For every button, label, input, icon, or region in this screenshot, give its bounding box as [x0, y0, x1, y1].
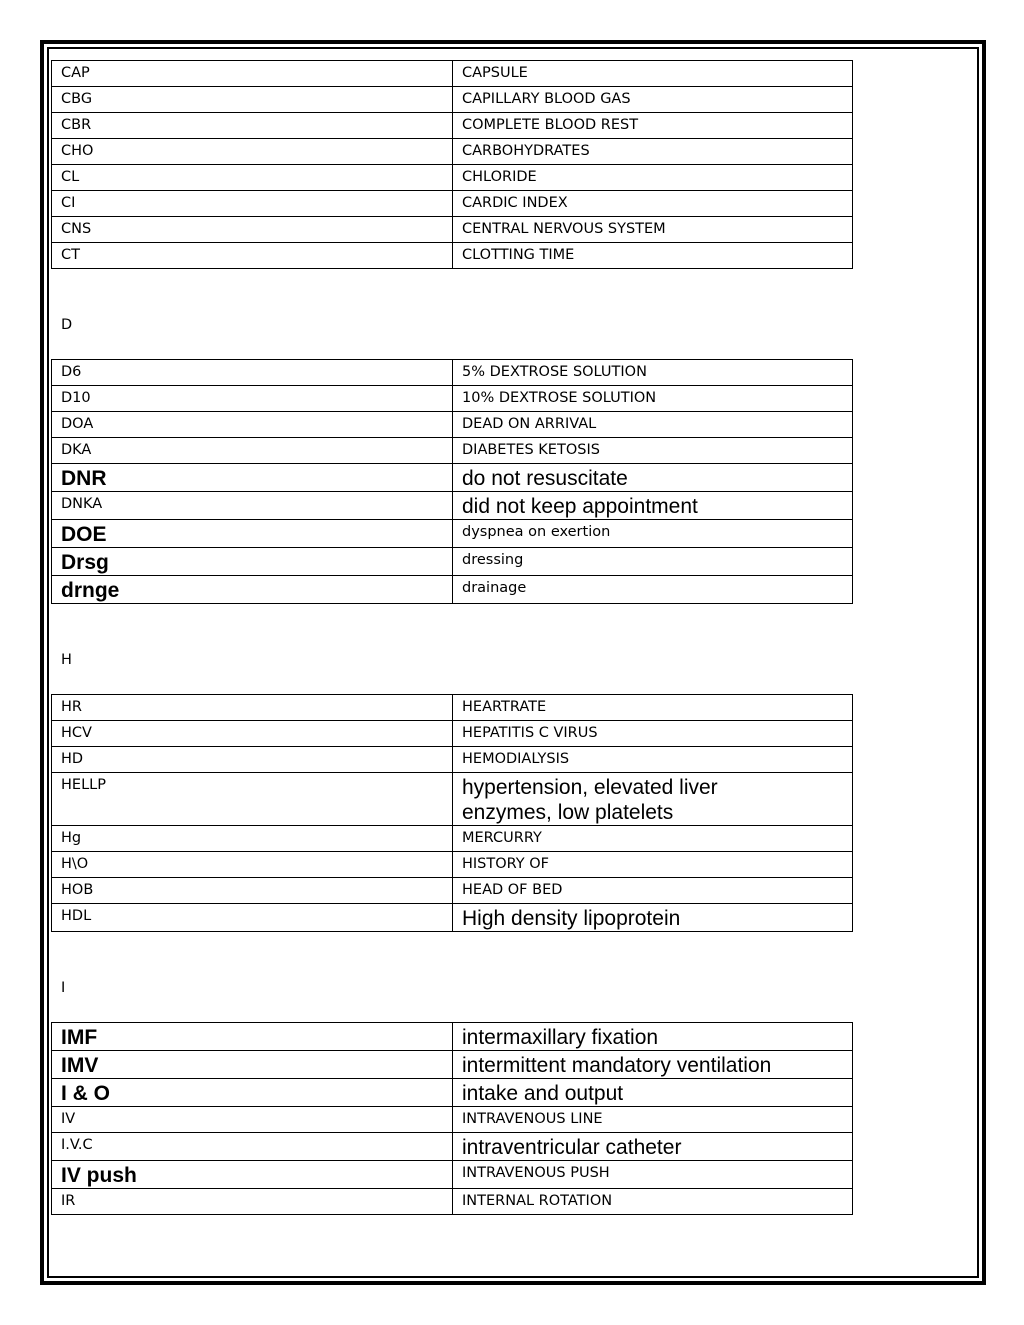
abbr-cell: DNKA — [52, 492, 453, 520]
abbr-cell: Drsg — [52, 548, 453, 576]
abbr-cell: DOA — [52, 412, 453, 438]
meaning-cell: INTRAVENOUS LINE — [453, 1107, 853, 1133]
meaning-cell: DIABETES KETOSIS — [453, 438, 853, 464]
table-row — [52, 360, 853, 386]
table-row — [52, 1133, 853, 1161]
meaning-cell: High density lipoprotein — [453, 904, 853, 932]
abbr-cell: HD — [52, 747, 453, 773]
abbr-cell: CT — [52, 243, 453, 269]
meaning-cell: did not keep appointment — [453, 492, 853, 520]
abbr-cell: H\O — [52, 852, 453, 878]
abbreviation-sheet — [51, 60, 853, 1215]
table-row — [52, 747, 853, 773]
abbr-cell: IV — [52, 1107, 453, 1133]
abbr-cell: HELLP — [52, 773, 453, 826]
abbreviations-table-h — [51, 694, 853, 932]
abbr-cell: CI — [52, 191, 453, 217]
meaning-cell: 5% DEXTROSE SOLUTION — [453, 360, 853, 386]
table-row — [52, 464, 853, 492]
meaning-cell: CENTRAL NERVOUS SYSTEM — [453, 217, 853, 243]
table-row — [52, 217, 853, 243]
meaning-cell: hypertension, elevated liver enzymes, low platelets — [453, 773, 853, 826]
table-row — [52, 61, 853, 87]
meaning-cell: intermittent mandatory ventilation — [453, 1051, 853, 1079]
abbr-cell: DKA — [52, 438, 453, 464]
abbreviations-table-c — [51, 60, 853, 269]
table-row — [52, 852, 853, 878]
abbr-cell: Hg — [52, 826, 453, 852]
table-row — [52, 1023, 853, 1051]
meaning-cell: do not resuscitate — [453, 464, 853, 492]
meaning-cell: intraventricular catheter — [453, 1133, 853, 1161]
abbr-cell: D10 — [52, 386, 453, 412]
table-row — [52, 576, 853, 604]
meaning-cell: HEARTRATE — [453, 695, 853, 721]
abbr-cell: IMF — [52, 1023, 453, 1051]
abbr-cell: drnge — [52, 576, 453, 604]
table-row — [52, 412, 853, 438]
meaning-cell: dressing — [453, 548, 853, 576]
table-row — [52, 87, 853, 113]
meaning-cell: 10% DEXTROSE SOLUTION — [453, 386, 853, 412]
meaning-cell: CARBOHYDRATES — [453, 139, 853, 165]
table-row — [52, 878, 853, 904]
abbr-cell: HR — [52, 695, 453, 721]
table-row — [52, 904, 853, 932]
table-row — [52, 826, 853, 852]
table-row — [52, 548, 853, 576]
meaning-cell: HEPATITIS C VIRUS — [453, 721, 853, 747]
abbr-cell: DOE — [52, 520, 453, 548]
table-row — [52, 386, 853, 412]
meaning-cell: intake and output — [453, 1079, 853, 1107]
abbreviations-table-i — [51, 1022, 853, 1215]
table-row — [52, 695, 853, 721]
meaning-cell: CAPSULE — [453, 61, 853, 87]
meaning-cell: INTRAVENOUS PUSH — [453, 1161, 853, 1189]
table-row — [52, 492, 853, 520]
abbr-cell: CBR — [52, 113, 453, 139]
meaning-cell: CHLORIDE — [453, 165, 853, 191]
meaning-cell: COMPLETE BLOOD REST — [453, 113, 853, 139]
meaning-cell: CARDIC INDEX — [453, 191, 853, 217]
meaning-cell: CAPILLARY BLOOD GAS — [453, 87, 853, 113]
table-row — [52, 1161, 853, 1189]
abbr-cell: HOB — [52, 878, 453, 904]
table-row — [52, 165, 853, 191]
meaning-cell: drainage — [453, 576, 853, 604]
abbr-cell: HCV — [52, 721, 453, 747]
table-row — [52, 113, 853, 139]
section-heading-h: H — [61, 652, 72, 668]
abbr-cell: CHO — [52, 139, 453, 165]
table-row — [52, 243, 853, 269]
abbr-cell: IMV — [52, 1051, 453, 1079]
meaning-cell: INTERNAL ROTATION — [453, 1189, 853, 1215]
section-heading-i: I — [61, 980, 66, 996]
table-row — [52, 1189, 853, 1215]
abbr-cell: CBG — [52, 87, 453, 113]
table-row — [52, 721, 853, 747]
table-row — [52, 191, 853, 217]
abbr-cell: CNS — [52, 217, 453, 243]
abbr-cell: HDL — [52, 904, 453, 932]
abbr-cell: D6 — [52, 360, 453, 386]
table-row — [52, 1107, 853, 1133]
abbr-cell: CAP — [52, 61, 453, 87]
meaning-cell: DEAD ON ARRIVAL — [453, 412, 853, 438]
abbr-cell: DNR — [52, 464, 453, 492]
abbr-cell: I & O — [52, 1079, 453, 1107]
meaning-cell: HISTORY OF — [453, 852, 853, 878]
abbr-cell: IR — [52, 1189, 453, 1215]
meaning-cell: HEAD OF BED — [453, 878, 853, 904]
abbreviations-table-d — [51, 359, 853, 604]
meaning-cell: dyspnea on exertion — [453, 520, 853, 548]
meaning-cell: HEMODIALYSIS — [453, 747, 853, 773]
abbr-cell: IV push — [52, 1161, 453, 1189]
table-row — [52, 438, 853, 464]
abbr-cell: I.V.C — [52, 1133, 453, 1161]
table-row — [52, 1079, 853, 1107]
table-row — [52, 520, 853, 548]
section-heading-d: D — [61, 317, 73, 333]
meaning-cell: intermaxillary fixation — [453, 1023, 853, 1051]
meaning-cell: CLOTTING TIME — [453, 243, 853, 269]
table-row — [52, 773, 853, 826]
meaning-cell: MERCURRY — [453, 826, 853, 852]
table-row — [52, 139, 853, 165]
table-row — [52, 1051, 853, 1079]
abbr-cell: CL — [52, 165, 453, 191]
